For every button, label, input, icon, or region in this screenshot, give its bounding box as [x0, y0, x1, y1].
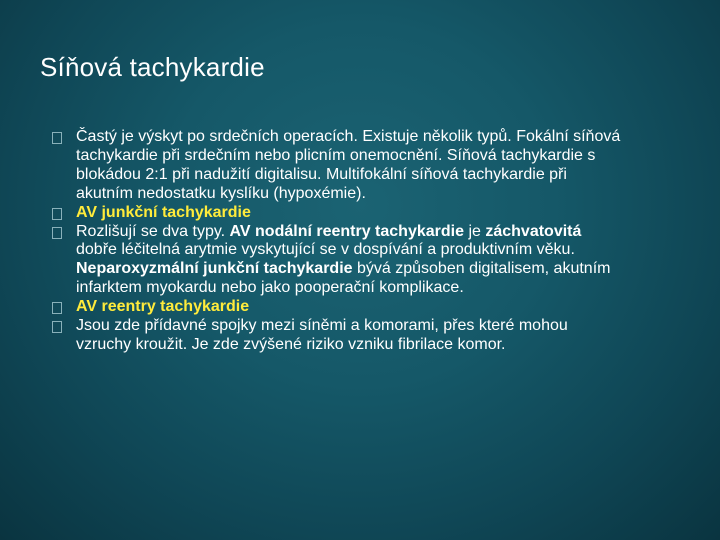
bullet-text: Rozlišují se dva typy.	[76, 222, 230, 240]
bullet-item-5	[54, 317, 624, 355]
bullet-text: dobře léčitelná arytmie vyskytující se v dospívání a produktivním věku.	[76, 241, 575, 259]
bullet-heading: AV reentry tachykardie	[76, 298, 250, 316]
bullet-heading: AV junkční tachykardie	[76, 203, 251, 221]
bullet-marker-icon	[52, 321, 62, 333]
bullet-marker-icon	[52, 227, 62, 239]
bullet-text: Častý je výskyt po srdečních operacích. Existuje několik typů. Fokální síňová tachykardie při srdečním nebo plicním onemocnění. Síňová tachykardie s blokádou 2:1 při nadužití digitalisu. Multifokální síňová tachykardie při akutním nedostatku kyslíku (hypoxémie).	[76, 128, 621, 202]
bullet-marker-icon	[52, 302, 62, 314]
bullet-item-3	[54, 223, 624, 299]
bullet-text: Jsou zde přídavné spojky mezi síněmi a komorami, přes které mohou vzruchy kroužit. Je zde zvýšené riziko vzniku fibrilace komor.	[76, 317, 568, 353]
bullet-marker-icon	[52, 208, 62, 220]
bullet-text: je	[464, 222, 486, 240]
bullet-text: bývá způsoben digitalisem, akutním infarktem myokardu nebo jako pooperační komplikace.	[76, 260, 611, 297]
bullet-term: záchvatovitá	[485, 222, 582, 240]
bullet-item-2	[54, 204, 624, 223]
bullet-list	[54, 128, 624, 355]
slide-title: Síňová tachykardie	[40, 52, 265, 82]
bullet-item-4	[54, 298, 624, 317]
bullet-marker-icon	[52, 132, 62, 144]
bullet-item-1	[54, 128, 624, 204]
bullet-term: AV nodální reentry tachykardie	[229, 222, 464, 240]
bullet-term: Neparoxyzmální junkční tachykardie	[76, 260, 353, 278]
